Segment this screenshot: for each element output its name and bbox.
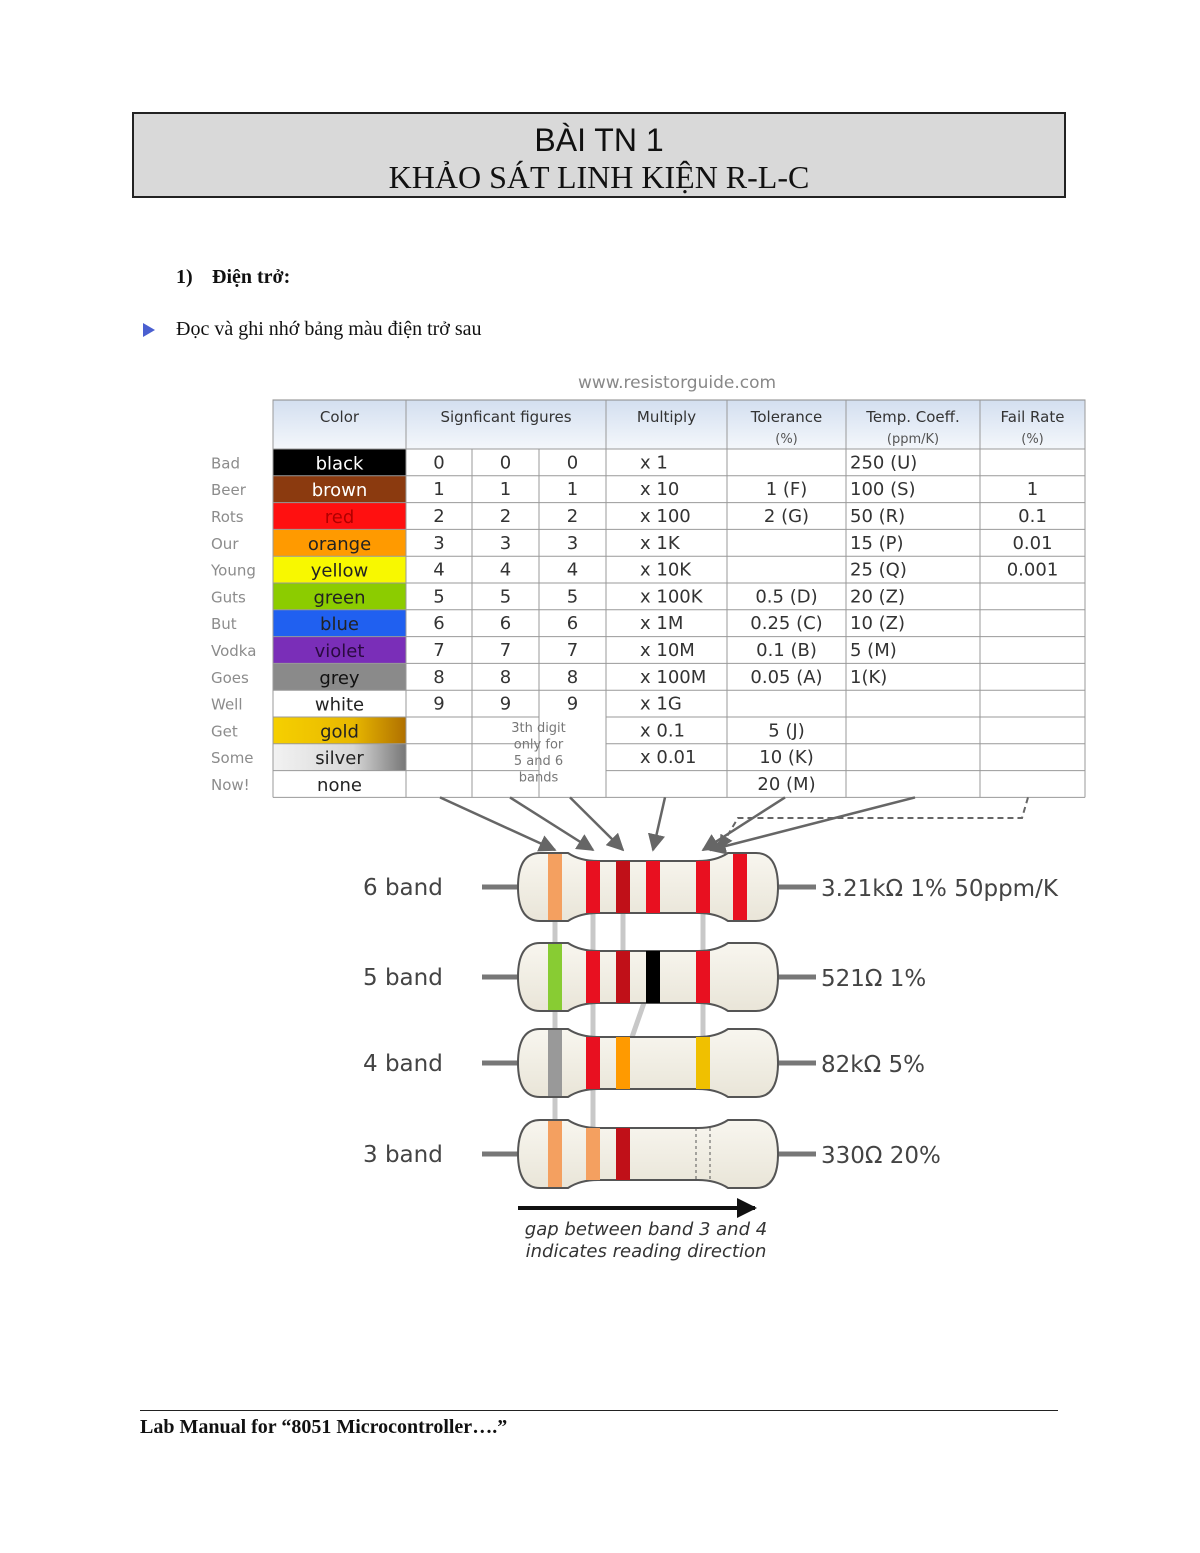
mnemonic-red: Rots <box>211 508 244 526</box>
resistor-band <box>548 1030 562 1096</box>
digit1-violet: 7 <box>433 640 445 661</box>
digit2-blue: 6 <box>499 613 512 635</box>
mnemonic-yellow: Young <box>211 561 256 580</box>
fail-rate-orange: 0.01 <box>1012 532 1053 554</box>
digit3-red: 2 <box>566 506 579 527</box>
resistor-band <box>616 1128 630 1180</box>
resistor-band <box>586 1037 600 1089</box>
digit3-orange: 3 <box>566 532 579 554</box>
digit2-black: 0 <box>499 452 512 474</box>
mnemonic-grey: Goes <box>211 668 249 687</box>
header-temp-coeff: Temp. Coeff. <box>866 408 960 426</box>
multiplier-blue: x 1M <box>640 613 684 635</box>
table-to-band-arrow <box>653 797 665 850</box>
resistor-band <box>548 944 562 1010</box>
digit3-black: 0 <box>566 452 579 474</box>
resistor-band <box>586 1128 600 1180</box>
resistor-band <box>616 861 630 913</box>
resistor-band <box>586 861 600 913</box>
resistor-band <box>733 854 747 920</box>
resistor-label-4-band: 4 band <box>363 1051 443 1077</box>
mnemonic-gold: Get <box>211 722 238 741</box>
resistor-value-5-band: 521Ω 1% <box>821 966 927 992</box>
color-name-grey: grey <box>319 667 360 689</box>
digit1-yellow: 4 <box>433 559 445 581</box>
header-tolerance-unit: (%) <box>775 432 798 447</box>
digit3-brown: 1 <box>566 479 579 501</box>
digit2-red: 2 <box>499 506 512 527</box>
digit1-brown: 1 <box>433 479 445 501</box>
temp-coeff-orange: 15 (P) <box>850 532 904 554</box>
color-name-silver: silver <box>315 748 364 770</box>
section-title: Điện trở: <box>212 266 291 288</box>
footer-text: Lab Manual for “8051 Microcontroller….” <box>140 1416 508 1438</box>
temp-coeff-blue: 10 (Z) <box>850 613 906 635</box>
header-tolerance: Tolerance <box>750 408 823 426</box>
table-to-band-arrow <box>440 797 555 850</box>
mnemonic-silver: Some <box>211 749 254 768</box>
temp-coeff-dashed-arrow <box>720 797 1028 848</box>
multiplier-green: x 100K <box>640 586 703 608</box>
temp-coeff-red: 50 (R) <box>850 506 906 527</box>
color-name-black: black <box>315 453 364 475</box>
resistor-band <box>696 861 710 913</box>
multiplier-white: x 1G <box>640 693 682 715</box>
digit3-blue: 6 <box>566 613 579 635</box>
color-name-green: green <box>313 587 366 609</box>
digit2-grey: 8 <box>499 666 512 688</box>
mnemonic-violet: Vodka <box>211 642 257 660</box>
temp-coeff-grey: 1(K) <box>850 666 888 688</box>
digit2-white: 9 <box>499 693 512 715</box>
multiplier-brown: x 10 <box>640 479 680 501</box>
tolerance-none: 20 (M) <box>757 774 816 795</box>
color-name-yellow: yellow <box>310 560 369 582</box>
tolerance-gold: 5 (J) <box>768 720 805 742</box>
lab-number-title: BÀI TN 1 <box>534 122 664 158</box>
multiplier-yellow: x 10K <box>640 559 692 581</box>
temp-coeff-yellow: 25 (Q) <box>850 559 907 581</box>
mnemonic-orange: Our <box>211 534 239 553</box>
digit2-orange: 3 <box>499 532 512 554</box>
header-fail-rate: Fail Rate <box>1000 408 1065 426</box>
digit1-blue: 6 <box>433 613 445 635</box>
tolerance-blue: 0.25 (C) <box>750 613 823 635</box>
fail-rate-brown: 1 <box>1026 479 1039 501</box>
multiplier-orange: x 1K <box>640 532 680 554</box>
digit2-violet: 7 <box>499 640 512 661</box>
color-name-violet: violet <box>314 641 365 662</box>
digit3-yellow: 4 <box>566 559 579 581</box>
fail-rate-yellow: 0.001 <box>1006 559 1059 581</box>
third-digit-note-line: 5 and 6 <box>513 754 564 769</box>
section-number: 1) <box>176 266 193 288</box>
section-heading <box>176 266 290 289</box>
source-url: www.resistorguide.com <box>577 373 777 393</box>
resistor-label-3-band: 3 band <box>363 1142 443 1168</box>
resistor-value-4-band: 82kΩ 5% <box>821 1052 925 1078</box>
footer-divider <box>140 1410 1058 1411</box>
title-box <box>132 112 1066 198</box>
tolerance-silver: 10 (K) <box>759 747 814 769</box>
digit2-brown: 1 <box>499 479 512 501</box>
color-name-white: white <box>314 694 365 716</box>
third-digit-note-line: 3th digit <box>511 721 566 736</box>
digit1-black: 0 <box>433 452 445 474</box>
resistor-band <box>646 861 660 913</box>
table-to-band-arrow <box>510 797 593 850</box>
lab-topic-title: KHẢO SÁT LINH KIỆN R-L-C <box>388 159 810 195</box>
third-digit-note-line: only for <box>513 737 564 753</box>
digit3-grey: 8 <box>566 666 579 688</box>
resistor-color-code-figure <box>200 362 1100 1262</box>
resistor-band <box>586 951 600 1003</box>
header-multiply: Multiply <box>636 408 697 426</box>
color-name-gold: gold <box>320 721 359 743</box>
caption-line-2: indicates reading direction <box>525 1241 767 1262</box>
temp-coeff-black: 250 (U) <box>850 452 918 474</box>
resistor-label-6-band: 6 band <box>363 875 443 901</box>
resistor-band <box>696 1037 710 1089</box>
mnemonic-black: Bad <box>211 454 241 473</box>
resistor-band <box>548 854 562 920</box>
tolerance-red: 2 (G) <box>763 506 810 527</box>
mnemonic-brown: Beer <box>211 481 246 500</box>
multiplier-violet: x 10M <box>640 640 695 661</box>
mnemonic-green: Guts <box>211 588 246 607</box>
header-significant-figures: Signficant figures <box>440 408 572 426</box>
resistor-band <box>646 951 660 1003</box>
header-fail-unit: (%) <box>1021 432 1044 447</box>
digit2-green: 5 <box>499 586 512 608</box>
bullet-text: Đọc và ghi nhớ bảng màu điện trở sau <box>176 318 482 340</box>
digit1-white: 9 <box>433 693 445 715</box>
header-color: Color <box>319 408 360 426</box>
temp-coeff-green: 20 (Z) <box>850 586 906 608</box>
tolerance-violet: 0.1 (B) <box>756 640 817 661</box>
resistor-band <box>616 1037 630 1089</box>
header-temp-unit: (ppm/K) <box>886 432 940 447</box>
color-name-orange: orange <box>307 533 372 555</box>
tolerance-grey: 0.05 (A) <box>750 666 823 688</box>
digit1-red: 2 <box>433 506 445 527</box>
resistor-band <box>696 951 710 1003</box>
multiplier-black: x 1 <box>640 452 668 474</box>
bullet-triangle-icon <box>143 323 155 337</box>
digit3-white: 9 <box>566 693 579 715</box>
multiplier-silver: x 0.01 <box>640 747 697 769</box>
multiplier-grey: x 100M <box>640 666 707 688</box>
resistor-value-6-band: 3.21kΩ 1% 50ppm/K <box>821 876 1058 902</box>
digit1-grey: 8 <box>433 666 445 688</box>
caption-line-1: gap between band 3 and 4 <box>524 1219 768 1240</box>
mnemonic-blue: But <box>211 615 237 634</box>
temp-coeff-violet: 5 (M) <box>850 640 897 661</box>
resistor-value-3-band: 330Ω 20% <box>821 1143 941 1169</box>
temp-coeff-brown: 100 (S) <box>850 479 916 501</box>
resistor-band <box>548 1121 562 1187</box>
digit1-green: 5 <box>433 586 445 608</box>
mnemonic-none: Now! <box>211 776 250 794</box>
color-name-brown: brown <box>311 480 368 502</box>
color-name-red: red <box>324 507 355 528</box>
digit1-orange: 3 <box>433 532 445 554</box>
table-to-band-arrow <box>570 797 623 850</box>
multiplier-gold: x 0.1 <box>640 720 685 742</box>
mnemonic-white: Well <box>211 695 243 714</box>
digit3-green: 5 <box>566 586 579 608</box>
color-name-blue: blue <box>320 614 359 636</box>
tolerance-arrow <box>710 797 915 850</box>
fail-rate-red: 0.1 <box>1018 506 1047 527</box>
resistor-label-5-band: 5 band <box>363 965 443 991</box>
digit3-violet: 7 <box>566 640 579 661</box>
digit2-yellow: 4 <box>499 559 512 581</box>
tolerance-brown: 1 (F) <box>765 479 808 501</box>
tolerance-green: 0.5 (D) <box>755 586 818 608</box>
multiplier-red: x 100 <box>640 506 691 527</box>
third-digit-note-line: bands <box>518 770 559 786</box>
color-name-none: none <box>317 775 362 796</box>
resistor-band <box>616 951 630 1003</box>
